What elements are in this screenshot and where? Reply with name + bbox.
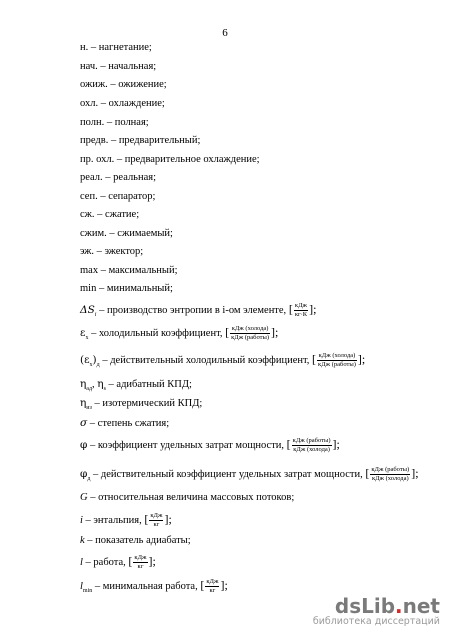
definition-adiabatic-efficiency: $\eta_{ад}$, $\eta_s$ – адибатный КПД; [80, 378, 192, 393]
abbreviation-line: ожиж. – ожижение; [80, 79, 167, 90]
subscript: х [85, 335, 89, 342]
abbreviation-line: предв. – предварительный; [80, 135, 201, 146]
definition-enthalpy: i – энтальпия, [ $\frac{\text{кДж}}{кг}$ ]; [80, 512, 172, 529]
abbreviation-line: сеп. – сепаратор; [80, 191, 156, 202]
unit-fraction: $\frac{\text{кДж}}{кг}$ [134, 554, 147, 571]
dslib-logo: dsLib.net [334, 594, 440, 618]
symbol: l [80, 557, 83, 568]
abbreviation-line: пр. охл. – предварительное охлаждение; [80, 154, 260, 165]
symbol: k [80, 535, 85, 546]
definition-actual-cooling-coefficient: $(\varepsilon_х)_д$ – действительный холодильный коэффициент, [ $\frac{\text{кДж (холода)}}{\text{кДж (работы)}}$ ]; [80, 352, 366, 369]
definition-text: – минимальная работа, [92, 581, 201, 592]
symbol: η [80, 378, 87, 390]
definition-minimal-work: $l_{min}$ – минимальная работа, [ $\frac{\text{кДж}}{кг}$ ]; [80, 578, 228, 595]
abbreviation-line: нач. – начальная; [80, 61, 157, 72]
abbreviation-line: полн. – полная; [80, 117, 149, 128]
unit-fraction: $\frac{\text{кДж}}{кг\cdot К}$ [294, 302, 308, 319]
symbol: φ [80, 439, 88, 451]
definition-entropy: $\Delta S_i$ – производство энтропии в i-ом элементе, [ $\frac{\text{кДж}}{кг\cdot К}$ ]; [80, 302, 317, 319]
definition-text: – относительная величина массовых потоков; [87, 492, 295, 503]
definition-text: – степень сжатия; [87, 418, 170, 429]
symbol: G [80, 492, 88, 503]
definition-cooling-coefficient: $\varepsilon_х$ – холодильный коэффициент, [ $\frac{\text{кДж (холода)}}{\text{кДж (работы)}}$ ]; [80, 325, 279, 342]
definition-text: – адибатный КПД; [105, 379, 192, 390]
unit-fraction: $\frac{\text{кДж}}{кг}$ [206, 578, 219, 595]
symbol: i [80, 515, 83, 526]
definition-text: – энтальпия, [82, 515, 145, 526]
definition-text: – коэффициент удельных затрат мощности, [87, 440, 287, 451]
abbreviation-line: эж. – эжектор; [80, 246, 144, 257]
unit-fraction: $\frac{\text{кДж}}{кг}$ [150, 512, 163, 529]
symbol: η [80, 397, 87, 409]
abbreviation-line: реал. – реальная; [80, 172, 157, 183]
abbreviation-line: min – минимальный; [80, 283, 173, 294]
unit-fraction: $\frac{\text{кДж (холода)}}{\text{кДж (работы)}}$ [231, 325, 269, 342]
definition-text: – работа, [82, 557, 129, 568]
abbreviation-line: н. – нагнетание; [80, 42, 152, 53]
symbol: φ [80, 468, 88, 480]
definition-adiabatic-index [80, 534, 191, 548]
definition-text: – действительный холодильный коэффициент, [99, 355, 313, 366]
abbreviation-line: max – максимальный; [80, 265, 178, 276]
symbol: ΔS [80, 304, 95, 316]
unit-fraction: $\frac{\text{кДж (работы)}}{\text{кДж (холода)}}$ [371, 466, 410, 483]
definition-power-coefficient: φ – коэффициент удельных затрат мощности, [ $\frac{\text{кДж (работы)}}{\text{кДж (холода)}}$ ]; [80, 437, 340, 454]
definition-text: – изотермический КПД; [91, 398, 203, 409]
definition-actual-power-coefficient: $\varphi_д$ – действительный коэффициент удельных затрат мощности, [ $\frac{\text{кДж (работы)}}{\text{кДж (холода)}}$ ]; [80, 466, 419, 483]
abbreviation-line: сж. – сжатие; [80, 209, 140, 220]
symbol: l [80, 581, 83, 592]
symbol: σ [80, 417, 88, 429]
unit-fraction: $\frac{\text{кДж (работы)}}{\text{кДж (холода)}}$ [292, 437, 331, 454]
symbol: (ε [80, 354, 90, 366]
definition-text: – холодильный коэффициент, [88, 328, 226, 339]
abbreviation-line: охл. – охлаждение; [80, 98, 165, 109]
subscript: i [94, 312, 97, 319]
dslib-watermark [313, 594, 440, 627]
definition-text: – действительный коэффициент удельных затрат мощности, [90, 469, 366, 480]
definition-text: – производство энтропии в i-ом элементе, [96, 305, 289, 316]
definition-work: l – работа, [ $\frac{\text{кДж}}{кг}$ ]; [80, 554, 156, 571]
dslib-tagline: библиотека диссертаций [312, 616, 440, 627]
definition-mass-flow [80, 491, 294, 505]
definition-compression-ratio [80, 416, 169, 431]
definition-text: – показатель адиабаты; [84, 535, 191, 546]
definition-isothermal-efficiency: $\eta_{из}$ – изотермический КПД; [80, 397, 203, 412]
page-number: 6 [222, 27, 228, 39]
symbol: ε [80, 327, 86, 339]
unit-fraction: $\frac{\text{кДж (холода)}}{\text{кДж (работы)}}$ [318, 352, 356, 369]
abbreviation-line: сжим. – сжимаемый; [80, 228, 173, 239]
